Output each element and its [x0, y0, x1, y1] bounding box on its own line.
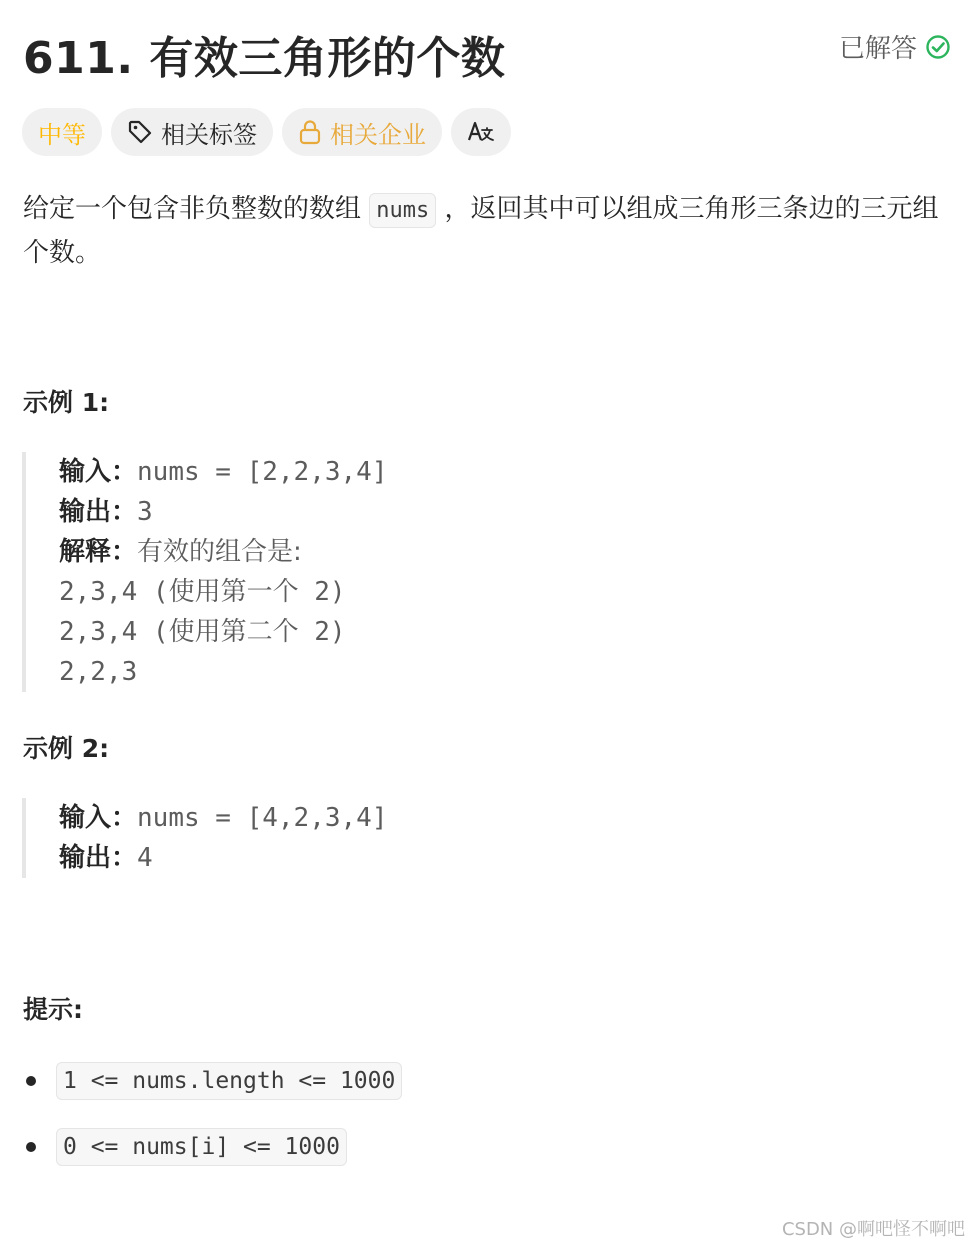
list-item [26, 1062, 402, 1100]
constraint-code-1: 1 <= nums.length <= 1000 [56, 1062, 402, 1100]
explain-label: 解释： [59, 537, 138, 567]
example-1-block [22, 452, 387, 692]
watermark: CSDN @啊吧怪不啊吧 [781, 1219, 965, 1240]
example-2-heading: 示例 2: [23, 734, 110, 763]
check-circle-icon [925, 34, 951, 60]
solved-label: 已解答 [838, 34, 917, 64]
combo-2-nums: 2,3,4 ( [59, 617, 169, 647]
example-1-combo-2 [59, 612, 387, 652]
translate-icon [467, 119, 495, 145]
example-1-combo-1 [59, 572, 387, 612]
lock-icon [298, 119, 322, 145]
combo-1-nums: 2,3,4 ( [59, 577, 169, 607]
difficulty-label: 中等 [38, 120, 86, 149]
tag-bar [22, 108, 511, 156]
description-text-after: ，返回其中可以组成三角形三条边的三元组个数。 [23, 194, 939, 268]
problem-description [23, 188, 953, 274]
difficulty-badge [22, 108, 102, 156]
example-2-output [59, 838, 387, 878]
combo-1-end: 2) [298, 577, 346, 607]
bullet [26, 1142, 36, 1152]
constraint-code-2: 0 <= nums[i] <= 1000 [56, 1128, 347, 1166]
input-label: 输入： [59, 803, 138, 833]
related-tags-label: 相关标签 [161, 120, 257, 149]
example-1-output [59, 492, 387, 532]
inline-code-nums: nums [369, 193, 436, 228]
combo-2-end: 2) [298, 617, 346, 647]
constraints-heading: 提示: [23, 995, 83, 1024]
related-companies-button[interactable] [282, 108, 442, 156]
example-1-explanation [59, 532, 387, 572]
bullet [26, 1076, 36, 1086]
solved-status [839, 28, 951, 65]
list-item [26, 1128, 347, 1166]
combo-1-text: 使用第一个 [168, 577, 299, 607]
output-value: 3 [137, 497, 153, 527]
output-label: 输出： [59, 843, 138, 873]
problem-title: 611. 有效三角形的个数 [23, 33, 506, 84]
example-2-input [59, 798, 387, 838]
tag-icon [127, 119, 153, 145]
description-text-before: 给定一个包含非负整数的数组 [23, 194, 362, 224]
example-1-combo-3: 2,2,3 [59, 657, 138, 687]
related-companies-label: 相关企业 [330, 120, 426, 149]
input-value: nums = [2,2,3,4] [137, 457, 388, 487]
example-1-input [59, 452, 387, 492]
input-value: nums = [4,2,3,4] [137, 803, 388, 833]
example-1-heading: 示例 1: [23, 388, 110, 417]
explain-text: 有效的组合是: [137, 537, 302, 567]
problem-header [23, 18, 951, 84]
translate-button[interactable] [451, 108, 511, 156]
output-value: 4 [137, 843, 153, 873]
combo-2-text: 使用第二个 [168, 617, 299, 647]
input-label: 输入： [59, 457, 138, 487]
related-tags-button[interactable] [111, 108, 273, 156]
example-2-block [22, 798, 387, 878]
output-label: 输出： [59, 497, 138, 527]
